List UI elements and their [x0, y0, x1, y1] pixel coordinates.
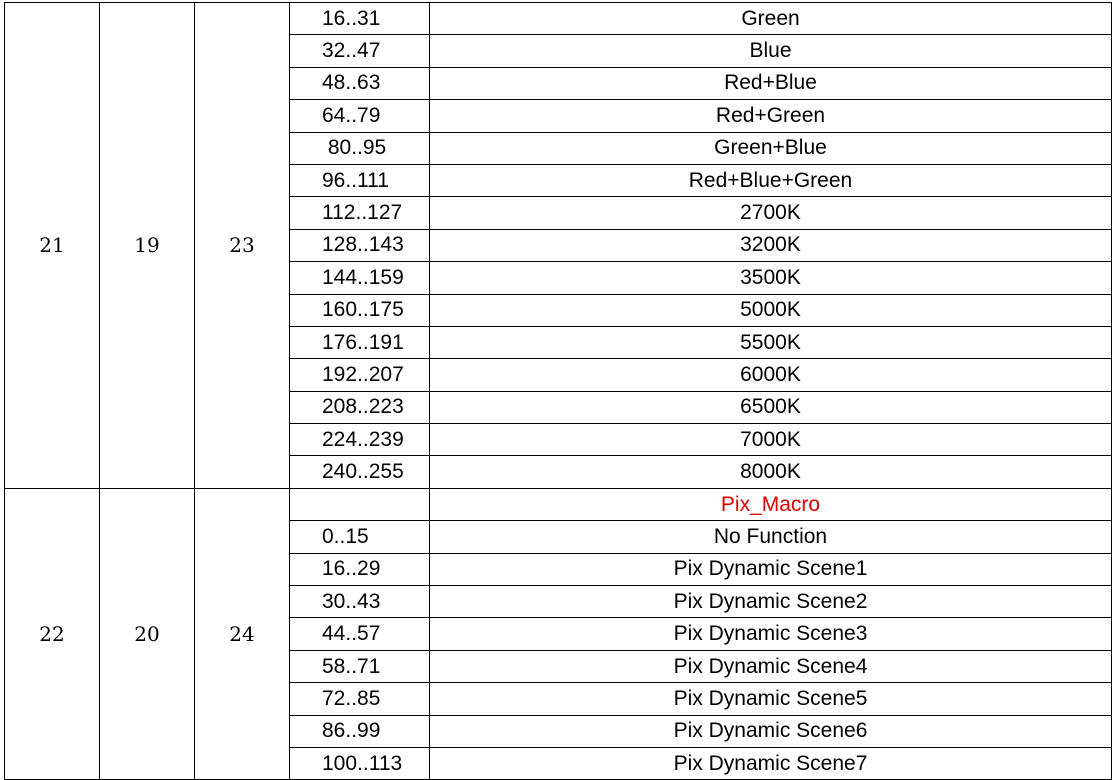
function-cell: Blue: [430, 35, 1112, 67]
function-cell: Pix Dynamic Scene6: [430, 715, 1112, 747]
dmx-range-cell: 48..63: [290, 67, 430, 99]
channel-mode-1-cell: 22: [5, 488, 100, 780]
dmx-range-cell: 112..127: [290, 197, 430, 229]
dmx-channel-table: [4, 2, 1112, 780]
dmx-range-cell: 160..175: [290, 294, 430, 326]
dmx-range-cell: 0..15: [290, 521, 430, 553]
dmx-range-cell: 30..43: [290, 586, 430, 618]
function-cell: Red+Green: [430, 100, 1112, 132]
table-row: [5, 488, 1112, 520]
channel-mode-2-cell: 19: [100, 3, 195, 489]
channel-mode-3-cell: 23: [195, 3, 290, 489]
function-cell: 7000K: [430, 424, 1112, 456]
channel-mode-2-cell: 20: [100, 488, 195, 780]
function-cell: Pix Dynamic Scene4: [430, 650, 1112, 682]
dmx-range-cell: 144..159: [290, 262, 430, 294]
function-cell: No Function: [430, 521, 1112, 553]
function-cell: Pix Dynamic Scene2: [430, 586, 1112, 618]
function-cell: Green: [430, 3, 1112, 35]
section-heading: Pix_Macro: [430, 488, 1112, 520]
function-cell: Green+Blue: [430, 132, 1112, 164]
function-cell: Pix Dynamic Scene7: [430, 747, 1112, 779]
dmx-range-cell: 224..239: [290, 424, 430, 456]
channel-mode-3-cell: 24: [195, 488, 290, 780]
table-row: [5, 3, 1112, 35]
function-cell: Pix Dynamic Scene1: [430, 553, 1112, 585]
function-cell: 2700K: [430, 197, 1112, 229]
dmx-range-cell: 16..31: [290, 3, 430, 35]
function-cell: 3200K: [430, 229, 1112, 261]
function-cell: Red+Blue+Green: [430, 164, 1112, 196]
dmx-range-cell: 44..57: [290, 618, 430, 650]
function-cell: Pix Dynamic Scene3: [430, 618, 1112, 650]
dmx-range-cell: 100..113: [290, 747, 430, 779]
dmx-range-cell: 128..143: [290, 229, 430, 261]
dmx-range-cell: 32..47: [290, 35, 430, 67]
dmx-range-cell: 96..111: [290, 164, 430, 196]
dmx-range-cell-empty: [290, 488, 430, 520]
dmx-range-cell: 86..99: [290, 715, 430, 747]
dmx-range-cell: 16..29: [290, 553, 430, 585]
function-cell: Red+Blue: [430, 67, 1112, 99]
function-cell: 3500K: [430, 262, 1112, 294]
dmx-range-cell: 176..191: [290, 326, 430, 358]
function-cell: 5500K: [430, 326, 1112, 358]
dmx-range-cell: 72..85: [290, 683, 430, 715]
dmx-range-cell: 192..207: [290, 359, 430, 391]
function-cell: 5000K: [430, 294, 1112, 326]
dmx-range-cell: 208..223: [290, 391, 430, 423]
channel-mode-1-cell: 21: [5, 3, 100, 489]
dmx-range-cell: 64..79: [290, 100, 430, 132]
function-cell: Pix Dynamic Scene5: [430, 683, 1112, 715]
dmx-range-cell: 58..71: [290, 650, 430, 682]
function-cell: 6000K: [430, 359, 1112, 391]
dmx-range-cell: 240..255: [290, 456, 430, 488]
function-cell: 6500K: [430, 391, 1112, 423]
dmx-range-cell: 80..95: [290, 132, 430, 164]
function-cell: 8000K: [430, 456, 1112, 488]
